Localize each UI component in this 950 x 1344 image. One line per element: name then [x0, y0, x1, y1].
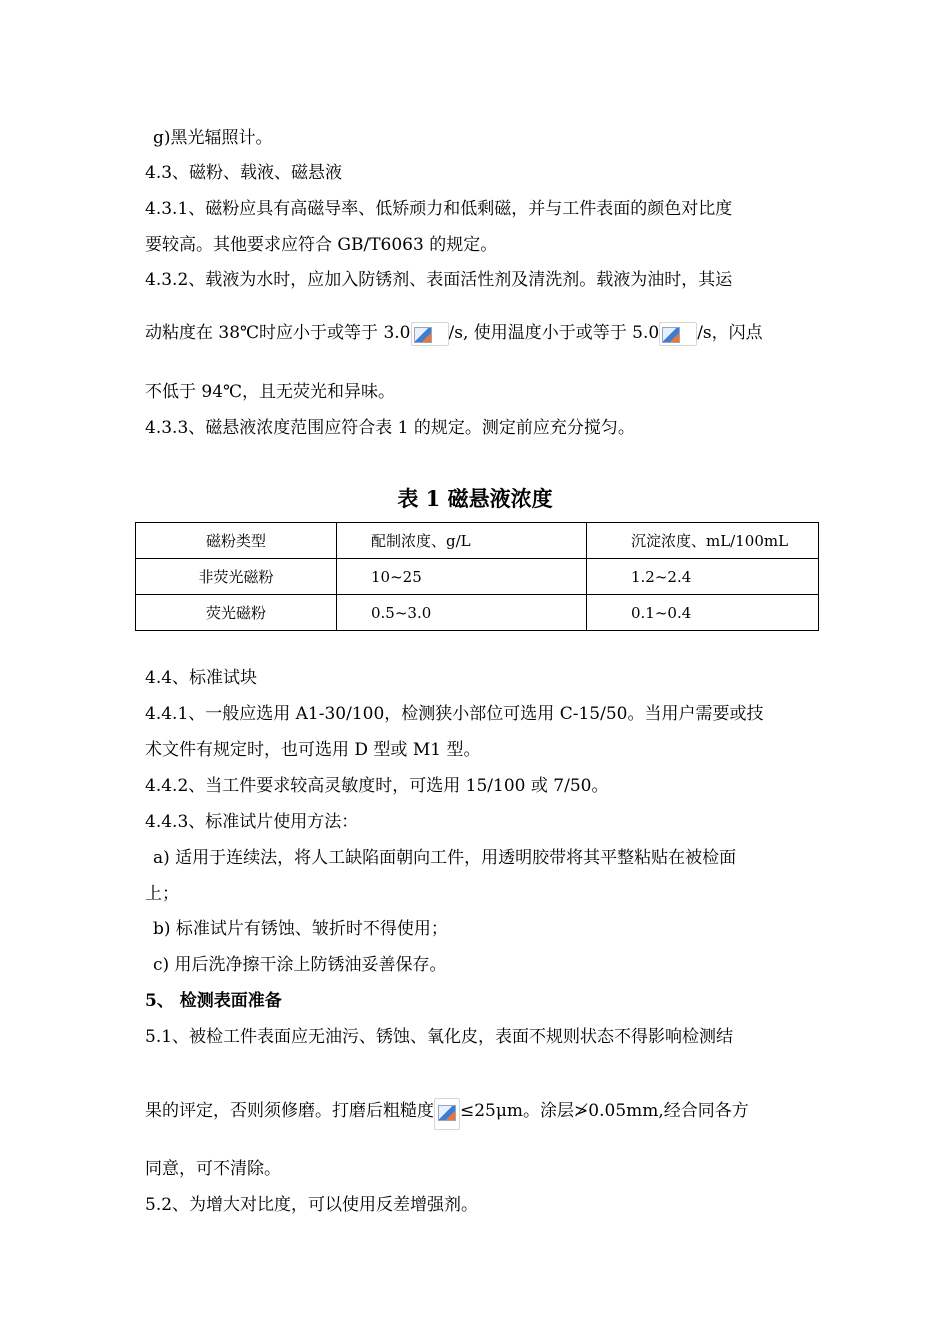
table-header-cell: 沉淀浓度、mL/100mL	[587, 523, 819, 559]
table-header-row	[136, 523, 819, 559]
table-cell: 0.5~3.0	[337, 595, 587, 631]
paragraph-4-3-2-line1: 4.3.2、载液为水时，应加入防锈剂、表面活性剂及清洗剂。载液为油时，其运	[145, 270, 733, 290]
text-segment: ≤25μm。涂层≯0.05mm,经合同各方	[460, 1101, 749, 1121]
heading-5: 5、 检测表面准备	[145, 991, 282, 1011]
table-row	[136, 559, 819, 595]
text-segment: /s, 使用温度小于或等于 5.0	[448, 323, 660, 343]
paragraph-4-4-3: 4.4.3、标准试片使用方法：	[145, 812, 359, 832]
table-header-cell: 配制浓度、g/L	[337, 523, 587, 559]
paragraph-5-2: 5.2、为增大对比度，可以使用反差增强剂。	[145, 1195, 479, 1215]
paragraph-4-4-2: 4.4.2、当工件要求较高灵敏度时，可选用 15/100 或 7/50。	[145, 776, 609, 796]
paragraph-5-1-line1: 5.1、被检工件表面应无油污、锈蚀、氧化皮，表面不规则状态不得影响检测结	[145, 1027, 734, 1047]
image-placeholder-icon	[662, 327, 680, 343]
paragraph-b: b) 标准试片有锈蚀、皱折时不得使用；	[153, 919, 448, 939]
table-title: 表 1 磁悬液浓度	[397, 486, 553, 511]
concentration-table	[135, 522, 819, 631]
table-cell: 0.1~0.4	[587, 595, 819, 631]
table-row	[136, 595, 819, 631]
text-segment: 动粘度在 38℃时应小于或等于 3.0	[145, 323, 411, 343]
paragraph-4-4-1-line1: 4.4.1、一般应选用 A1-30/100，检测狭小部位可选用 C-15/50。当用户需要或技	[145, 704, 764, 724]
image-placeholder-icon	[414, 327, 432, 343]
paragraph-5-1-line2	[145, 1098, 749, 1130]
table-cell: 10~25	[337, 559, 587, 595]
paragraph-4-3-2-line3: 不低于 94℃，且无荧光和异味。	[145, 382, 396, 402]
paragraph-g: g)黑光辐照计。	[153, 128, 273, 148]
paragraph-a-line1: a) 适用于连续法，将人工缺陷面朝向工件，用透明胶带将其平整粘贴在被检面	[153, 848, 737, 868]
broken-image-icon	[659, 322, 697, 346]
table-cell: 1.2~2.4	[587, 559, 819, 595]
broken-image-icon	[434, 1098, 460, 1130]
heading-4-3: 4.3、磁粉、载液、磁悬液	[145, 163, 343, 183]
paragraph-5-1-line3: 同意，可不清除。	[145, 1159, 281, 1179]
text-segment: 果的评定，否则须修磨。打磨后粗糙度	[145, 1101, 434, 1121]
broken-image-icon	[411, 322, 449, 346]
paragraph-c: c) 用后洗净擦干涂上防锈油妥善保存。	[153, 955, 447, 975]
paragraph-4-4-1-line2: 术文件有规定时，也可选用 D 型或 M1 型。	[145, 740, 481, 760]
paragraph-4-3-1-line1: 4.3.1、磁粉应具有高磁导率、低矫顽力和低剩磁，并与工件表面的颜色对比度	[145, 199, 733, 219]
paragraph-4-3-3: 4.3.3、磁悬液浓度范围应符合表 1 的规定。测定前应充分搅匀。	[145, 418, 635, 438]
table-cell: 荧光磁粉	[136, 595, 337, 631]
paragraph-4-3-2-line2	[145, 322, 763, 346]
table-header-cell: 磁粉类型	[136, 523, 337, 559]
table-cell: 非荧光磁粉	[136, 559, 337, 595]
paragraph-a-line2: 上；	[145, 884, 179, 904]
image-placeholder-icon	[438, 1105, 456, 1121]
heading-4-4: 4.4、标准试块	[145, 668, 258, 688]
paragraph-4-3-1-line2: 要较高。其他要求应符合 GB/T6063 的规定。	[145, 235, 498, 255]
text-segment: /s，闪点	[697, 323, 763, 343]
